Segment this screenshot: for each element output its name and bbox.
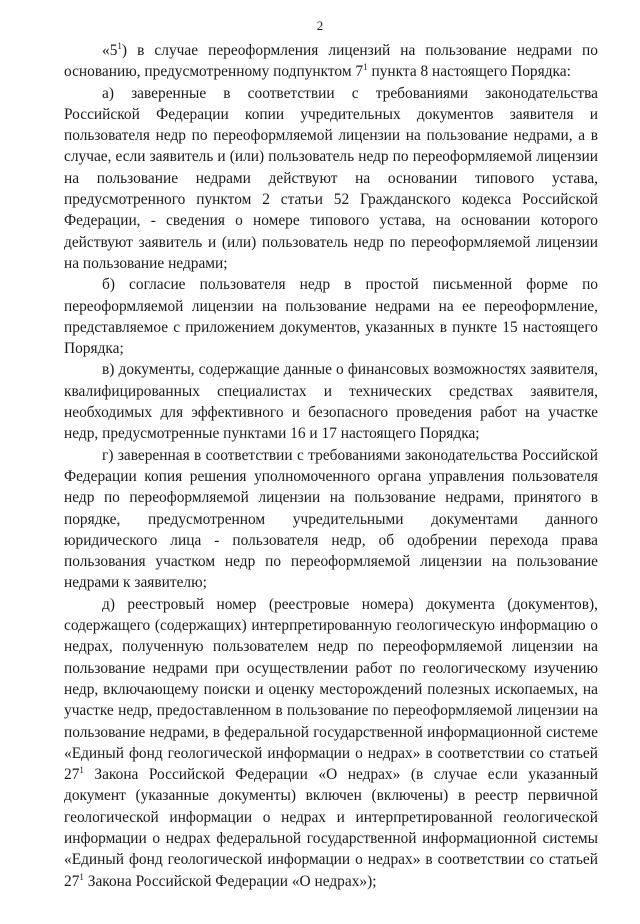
paragraph-item-v: в) документы, содержащие данные о финансовых возможностях заявителя, квалифицированных специалистах и технических средствах заявителя, необходимых для эффективного и безопасного проведения работ на участке недр, предусмотренные пунктами 16 и 17 настоящего Порядка; [64,361,598,443]
paragraph-item-g: г) заверенная в соответствии с требованиями законодательства Российской Федерации копия решения уполномоченного органа управления пользователя недр по переоформляемой лицензии на пользование недрами, принятого в порядке, предусмотренном учредительными документами данного юридического лица - пользователя недр, об одобрении перехода права пользования участком недр по переоформляемой лицензии на пользование недрами к заявителю; [64,446,598,592]
paragraph-item-d: д) реестровый номер (реестровые номера) документа (документов), содержащего (содержащих) интерпретированную геологическую информацию о недрах, полученную пользователем недр по переоформляемой лицензии на пользование недрами при осуществлении работ по геологическому изучению недр, включающему поиски и оценку месторождений полезных ископаемых, на участке недр, предоставленном в пользование по переоформляемой лицензии на пользование недрами, в федеральной государственной информационной системе «Единый фонд геологической информации о недрах» в соответствии со статьей $27^1$ Закона Российской Федерации «О недрах» (в случае если указанный документ (указанные документы) включен (включены) в реестр первичной геологической информации о недрах и интерпретированной геологической информации о недрах федеральной государственной информационной системы «Единый фонд геологической информации о недрах» в соответствии со статьей $27^1$ Закона Российской Федерации «О недрах»); [64,595,598,890]
paragraph-intro: «$5^1$) в случае переоформления лицензий на пользование недрами по основанию, предусмотренному подпунктом $7^1$ пункта 8 настоящего Порядка: [64,41,598,81]
paragraph-item-a: а) заверенные в соответствии с требованиями законодательства Российской Федерации копии учредительных документов заявителя и пользователя недр по переоформляемой лицензии на пользование недрами, а в случае, если заявитель и (или) пользователь недр по переоформляемой лицензии на пользование недрами действуют на основании типового устава, предусмотренного пунктом 2 статьи 52 Гражданского кодекса Российской Федерации, - сведения о номере типового устава, на основании которого действуют заявитель и (или) пользователь недр по переоформляемой лицензии на пользование недрами; [64,84,598,272]
document-body [64,40,598,892]
page-number: 2 [316,18,324,33]
paragraph-item-b: б) согласие пользователя недр в простой письменной форме по переоформляемой лицензии на пользование недрами на ее переоформление, представляемое с приложением документов, указанных в пункте 15 настоящего Порядка; [64,276,598,358]
